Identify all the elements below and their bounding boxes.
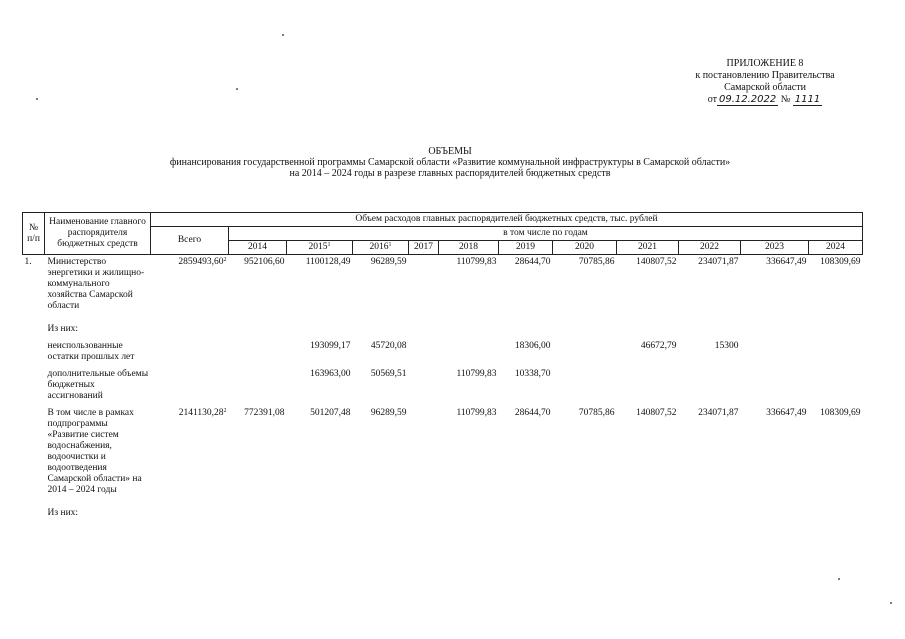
appendix-block <box>640 58 890 106</box>
year-value-cell <box>439 500 499 523</box>
year-value-cell <box>617 500 679 523</box>
footnote-marker: 1 <box>327 242 331 248</box>
row-name: дополнительные объемы бюджетных ассигнований <box>47 369 149 401</box>
year-value-cell <box>409 316 439 339</box>
row-name: Из них: <box>47 324 79 334</box>
row-number <box>23 339 45 367</box>
year-value-cell <box>809 316 863 339</box>
year-value-cell <box>229 316 287 339</box>
header-year-label: 2019 <box>516 242 535 252</box>
row-name: Министерство энергетики и жилищно-коммунального хозяйства Самарской области <box>47 257 145 311</box>
header-total: Всего <box>151 227 229 255</box>
header-name: Наименование главного распорядителя бюджетных средств <box>45 213 151 255</box>
year-value-cell <box>553 339 617 367</box>
year-value-cell: 46672,79 <box>640 341 677 351</box>
heading-line1: финансирования государственной программы Самарской области «Развитие коммунальной инфраструктуры в Самарской области» <box>169 157 731 168</box>
header-year <box>741 241 809 255</box>
year-value-cell: 96289,59 <box>370 257 407 267</box>
row-total <box>151 406 229 500</box>
year-value-cell <box>741 339 809 367</box>
year-value-cell <box>679 316 741 339</box>
year-value-cell <box>499 500 553 523</box>
year-value-cell: 108309,69 <box>820 257 861 267</box>
header-year-label: 2018 <box>459 242 478 252</box>
row-number <box>23 367 45 406</box>
header-year-label: 2017 <box>414 242 433 252</box>
year-value-cell: 70785,86 <box>578 408 615 418</box>
date-prefix: от <box>707 94 717 105</box>
year-value-cell: 28644,70 <box>514 257 551 267</box>
year-value-cell <box>409 339 439 367</box>
year-value-cell: 163963,00 <box>310 369 351 379</box>
header-year <box>617 241 679 255</box>
header-year-label: 2022 <box>700 242 719 252</box>
year-value-cell: 96289,59 <box>370 408 407 418</box>
year-value-cell: 10338,70 <box>514 369 551 379</box>
budget-table <box>22 212 863 523</box>
header-year <box>553 241 617 255</box>
row-total <box>151 339 229 367</box>
year-value-cell: 234071,87 <box>698 257 739 267</box>
year-value-cell <box>679 500 741 523</box>
year-value-cell: 501207,48 <box>310 408 351 418</box>
year-value-cell: 193099,17 <box>310 341 351 351</box>
year-value-cell: 110799,83 <box>456 257 497 267</box>
row-name: В том числе в рамках подпрограммы «Развитие систем водоснабжения, водоочистки и водоотведения Самарской области» на 2014 – 2024 годы <box>47 408 142 495</box>
year-value-cell: 18306,00 <box>514 341 551 351</box>
table-row <box>23 406 863 500</box>
row-total <box>151 500 229 523</box>
scan-speck <box>890 602 892 604</box>
year-value-cell <box>741 367 809 406</box>
year-value-cell <box>553 316 617 339</box>
table-row <box>23 255 863 317</box>
year-value-cell <box>409 367 439 406</box>
row-number <box>23 316 45 339</box>
header-year <box>229 241 287 255</box>
table-row <box>23 316 863 339</box>
heading-line2: на 2014 – 2024 годы в разрезе главных распорядителей бюджетных средств <box>289 168 611 179</box>
header-year-label: 2024 <box>826 242 845 252</box>
year-value-cell: 15300 <box>714 341 739 351</box>
year-value-cell: 1100128,49 <box>305 257 351 267</box>
footnote-marker: 1 <box>388 242 392 248</box>
year-value-cell <box>617 316 679 339</box>
table-body <box>23 255 863 524</box>
year-value-cell <box>553 367 617 406</box>
number-prefix: № <box>780 94 791 105</box>
row-number <box>23 500 45 523</box>
footnote-marker: 2 <box>223 257 227 263</box>
year-value-cell <box>741 316 809 339</box>
table-row <box>23 339 863 367</box>
year-value-cell <box>809 500 863 523</box>
header-year <box>499 241 553 255</box>
year-value-cell <box>353 316 409 339</box>
header-year <box>809 241 863 255</box>
year-value-cell: 952106,60 <box>244 257 285 267</box>
appendix-decree: к постановлению Правительства <box>695 70 835 81</box>
year-value-cell <box>409 500 439 523</box>
year-value-cell <box>553 500 617 523</box>
year-value-cell <box>439 316 499 339</box>
appendix-title: ПРИЛОЖЕНИЕ 8 <box>726 58 804 69</box>
year-value-cell <box>741 500 809 523</box>
year-value-cell: 70785,86 <box>578 257 615 267</box>
year-value-cell: 772391,08 <box>244 408 285 418</box>
row-total <box>151 255 229 317</box>
table-row <box>23 500 863 523</box>
footnote-marker: 2 <box>223 408 227 414</box>
year-value-cell <box>287 500 353 523</box>
appendix-region: Самарской области <box>724 82 806 93</box>
year-value-cell: 110799,83 <box>456 408 497 418</box>
row-name: Из них: <box>47 508 79 518</box>
year-value-cell <box>617 367 679 406</box>
year-value-cell: 110799,83 <box>456 369 497 379</box>
appendix-date-line <box>708 94 823 106</box>
scan-speck <box>838 578 840 580</box>
year-value-cell <box>809 339 863 367</box>
year-value-cell: 108309,69 <box>820 408 861 418</box>
row-number <box>23 406 45 500</box>
table-row <box>23 367 863 406</box>
year-value-cell <box>409 406 439 500</box>
year-value-cell <box>679 367 741 406</box>
header-year-label: 2023 <box>765 242 784 252</box>
header-year <box>679 241 741 255</box>
year-value-cell: 336647,49 <box>766 408 807 418</box>
year-value-cell <box>229 367 287 406</box>
row-total <box>151 316 229 339</box>
header-year-label: 2016 <box>369 242 389 252</box>
row-total <box>151 367 229 406</box>
year-value-cell: 28644,70 <box>514 408 551 418</box>
year-value-cell: 336647,49 <box>766 257 807 267</box>
row-total-value: 2859493,60 <box>178 257 224 267</box>
year-value-cell: 140807,52 <box>636 408 677 418</box>
header-year <box>287 241 353 255</box>
header-year-label: 2020 <box>575 242 594 252</box>
header-year-label: 2015 <box>308 242 328 252</box>
year-value-cell <box>353 500 409 523</box>
scan-speck <box>236 88 238 90</box>
year-value-cell <box>439 339 499 367</box>
row-number: 1. <box>24 257 32 267</box>
scan-speck <box>36 98 38 100</box>
heading-title: ОБЪЕМЫ <box>428 146 472 157</box>
year-value-cell <box>499 316 553 339</box>
year-value-cell <box>409 255 439 317</box>
header-year <box>439 241 499 255</box>
row-name: неиспользованные остатки прошлых лет <box>47 341 135 362</box>
header-by-years: в том числе по годам <box>229 227 863 241</box>
header-year-label: 2021 <box>638 242 657 252</box>
year-value-cell <box>287 316 353 339</box>
decree-number: 1111 <box>794 94 821 105</box>
header-year-label: 2014 <box>248 242 267 252</box>
year-value-cell: 45720,08 <box>370 341 407 351</box>
year-value-cell <box>809 367 863 406</box>
scan-speck <box>282 34 284 36</box>
decree-date: 09.12.2022 <box>718 94 777 105</box>
year-value-cell: 50569,51 <box>370 369 407 379</box>
row-total-value: 2141130,28 <box>178 408 224 418</box>
header-year <box>353 241 409 255</box>
header-volume: Объем расходов главных распорядителей бюджетных средств, тыс. рублей <box>151 213 863 227</box>
year-value-cell: 234071,87 <box>698 408 739 418</box>
year-value-cell: 140807,52 <box>636 257 677 267</box>
document-heading <box>100 146 800 179</box>
header-num: № п/п <box>23 213 45 255</box>
header-year <box>409 241 439 255</box>
year-value-cell <box>229 500 287 523</box>
year-value-cell <box>229 339 287 367</box>
